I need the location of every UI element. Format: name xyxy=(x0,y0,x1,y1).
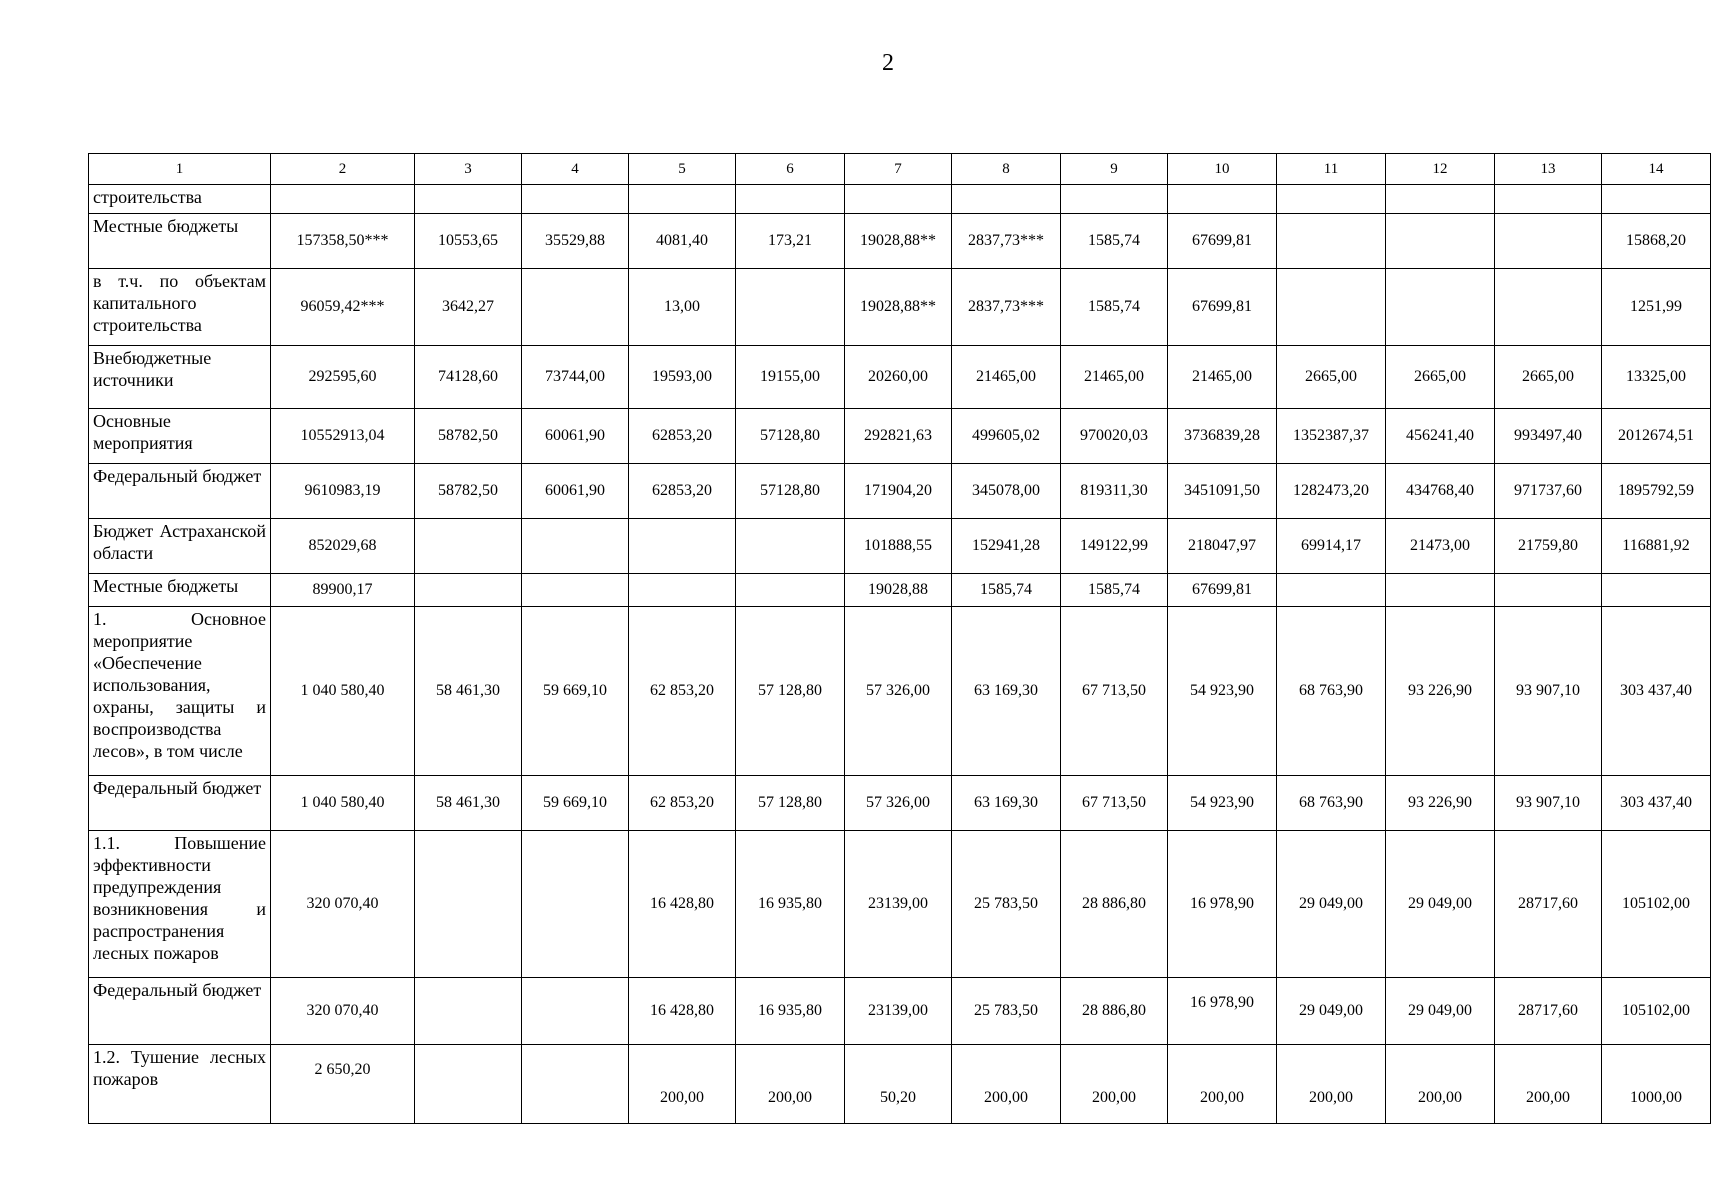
budget-table xyxy=(88,153,1711,1124)
value-cell-col-2: 89900,17 xyxy=(271,574,415,607)
row-label: 1.1. Повышение эффективности предупреждения возникновения и распространения лесных пожаров xyxy=(89,831,271,978)
row-local-budgets-2 xyxy=(89,574,1711,607)
value-cell-col-12: 2665,00 xyxy=(1386,346,1495,409)
row-measure-1 xyxy=(89,607,1711,776)
row-extrabudgetary xyxy=(89,346,1711,409)
value-cell-col-5: 13,00 xyxy=(629,269,736,346)
row-measure-1-2 xyxy=(89,1045,1711,1124)
value-cell-col-14: 116881,92 xyxy=(1602,519,1711,574)
value-cell-col-9: 1585,74 xyxy=(1061,269,1168,346)
value-cell-col-5: 19593,00 xyxy=(629,346,736,409)
value-cell-col-7: 19028,88 xyxy=(845,574,952,607)
value-cell-col-8: 2837,73*** xyxy=(952,269,1061,346)
row-label: Местные бюджеты xyxy=(89,574,271,607)
value-cell-col-3 xyxy=(415,519,522,574)
value-cell-col-11: 29 049,00 xyxy=(1277,831,1386,978)
value-cell-col-5: 62853,20 xyxy=(629,464,736,519)
value-cell-col-14: 1895792,59 xyxy=(1602,464,1711,519)
value-cell-col-4 xyxy=(522,574,629,607)
value-cell-col-6: 173,21 xyxy=(736,214,845,269)
value-cell-col-13: 200,00 xyxy=(1495,1045,1602,1124)
value-cell-col-13: 993497,40 xyxy=(1495,409,1602,464)
value-cell-col-6 xyxy=(736,185,845,214)
value-cell-col-7: 292821,63 xyxy=(845,409,952,464)
value-cell-col-11: 2665,00 xyxy=(1277,346,1386,409)
value-cell-col-9: 28 886,80 xyxy=(1061,831,1168,978)
value-cell-col-13: 21759,80 xyxy=(1495,519,1602,574)
value-cell-col-5: 62 853,20 xyxy=(629,607,736,776)
value-cell-col-4: 59 669,10 xyxy=(522,776,629,831)
value-cell-col-12: 456241,40 xyxy=(1386,409,1495,464)
value-cell-col-3 xyxy=(415,574,522,607)
value-cell-col-11: 68 763,90 xyxy=(1277,607,1386,776)
value-cell-col-10: 3736839,28 xyxy=(1168,409,1277,464)
value-cell-col-13: 2665,00 xyxy=(1495,346,1602,409)
value-cell-col-6: 16 935,80 xyxy=(736,831,845,978)
value-cell-col-7: 19028,88** xyxy=(845,214,952,269)
value-cell-col-9: 970020,03 xyxy=(1061,409,1168,464)
value-cell-col-4: 73744,00 xyxy=(522,346,629,409)
value-cell-col-6 xyxy=(736,574,845,607)
value-cell-col-6: 19155,00 xyxy=(736,346,845,409)
value-cell-col-13 xyxy=(1495,574,1602,607)
value-cell-col-2: 157358,50*** xyxy=(271,214,415,269)
value-cell-col-3 xyxy=(415,831,522,978)
value-cell-col-12: 93 226,90 xyxy=(1386,776,1495,831)
value-cell-col-9: 67 713,50 xyxy=(1061,776,1168,831)
value-cell-col-4 xyxy=(522,831,629,978)
value-cell-col-9 xyxy=(1061,185,1168,214)
value-cell-col-10: 67699,81 xyxy=(1168,574,1277,607)
value-cell-col-12: 434768,40 xyxy=(1386,464,1495,519)
value-cell-col-8: 25 783,50 xyxy=(952,978,1061,1045)
value-cell-col-7: 57 326,00 xyxy=(845,607,952,776)
row-regional-budget xyxy=(89,519,1711,574)
value-cell-col-6: 57 128,80 xyxy=(736,607,845,776)
value-cell-col-6: 57128,80 xyxy=(736,464,845,519)
header-cell-1: 1 xyxy=(89,154,271,185)
value-cell-col-10: 54 923,90 xyxy=(1168,776,1277,831)
header-cell-10: 10 xyxy=(1168,154,1277,185)
value-cell-col-7: 20260,00 xyxy=(845,346,952,409)
row-label: Местные бюджеты xyxy=(89,214,271,269)
value-cell-col-10 xyxy=(1168,185,1277,214)
value-cell-col-9: 28 886,80 xyxy=(1061,978,1168,1045)
value-cell-col-8: 63 169,30 xyxy=(952,607,1061,776)
header-row xyxy=(89,154,1711,185)
value-cell-col-3: 58 461,30 xyxy=(415,607,522,776)
header-cell-2: 2 xyxy=(271,154,415,185)
value-cell-col-13: 28717,60 xyxy=(1495,978,1602,1045)
row-main-measures xyxy=(89,409,1711,464)
value-cell-col-10: 218047,97 xyxy=(1168,519,1277,574)
value-cell-col-8: 200,00 xyxy=(952,1045,1061,1124)
value-cell-col-2: 9610983,19 xyxy=(271,464,415,519)
value-cell-col-6: 57128,80 xyxy=(736,409,845,464)
value-cell-col-12 xyxy=(1386,185,1495,214)
value-cell-col-3 xyxy=(415,978,522,1045)
value-cell-col-14: 15868,20 xyxy=(1602,214,1711,269)
value-cell-col-5 xyxy=(629,185,736,214)
value-cell-col-5: 62853,20 xyxy=(629,409,736,464)
header-cell-11: 11 xyxy=(1277,154,1386,185)
value-cell-col-3: 58 461,30 xyxy=(415,776,522,831)
value-cell-col-10: 67699,81 xyxy=(1168,269,1277,346)
value-cell-col-5 xyxy=(629,574,736,607)
value-cell-col-6 xyxy=(736,519,845,574)
value-cell-col-10: 16 978,90 xyxy=(1168,831,1277,978)
value-cell-col-8: 21465,00 xyxy=(952,346,1061,409)
value-cell-col-9: 819311,30 xyxy=(1061,464,1168,519)
header-cell-9: 9 xyxy=(1061,154,1168,185)
value-cell-col-2: 96059,42*** xyxy=(271,269,415,346)
value-cell-col-9: 149122,99 xyxy=(1061,519,1168,574)
row-construction-cont xyxy=(89,185,1711,214)
row-label: Внебюджетные источники xyxy=(89,346,271,409)
value-cell-col-4 xyxy=(522,978,629,1045)
value-cell-col-11 xyxy=(1277,185,1386,214)
row-label: Основные мероприятия xyxy=(89,409,271,464)
value-cell-col-7: 57 326,00 xyxy=(845,776,952,831)
value-cell-col-3: 58782,50 xyxy=(415,464,522,519)
value-cell-col-13 xyxy=(1495,185,1602,214)
value-cell-col-3: 3642,27 xyxy=(415,269,522,346)
value-cell-col-3 xyxy=(415,1045,522,1124)
header-cell-3: 3 xyxy=(415,154,522,185)
value-cell-col-11 xyxy=(1277,574,1386,607)
value-cell-col-10: 67699,81 xyxy=(1168,214,1277,269)
page-number: 2 xyxy=(882,50,894,76)
value-cell-col-11: 1282473,20 xyxy=(1277,464,1386,519)
value-cell-col-10: 54 923,90 xyxy=(1168,607,1277,776)
value-cell-col-7: 101888,55 xyxy=(845,519,952,574)
value-cell-col-13: 93 907,10 xyxy=(1495,607,1602,776)
value-cell-col-2: 1 040 580,40 xyxy=(271,607,415,776)
value-cell-col-8: 25 783,50 xyxy=(952,831,1061,978)
value-cell-col-8: 499605,02 xyxy=(952,409,1061,464)
value-cell-col-4: 59 669,10 xyxy=(522,607,629,776)
value-cell-col-11: 200,00 xyxy=(1277,1045,1386,1124)
row-label: Федеральный бюджет xyxy=(89,776,271,831)
value-cell-col-5 xyxy=(629,519,736,574)
value-cell-col-13: 971737,60 xyxy=(1495,464,1602,519)
row-federal-budget xyxy=(89,464,1711,519)
value-cell-col-14: 105102,00 xyxy=(1602,978,1711,1045)
value-cell-col-2: 1 040 580,40 xyxy=(271,776,415,831)
value-cell-col-9: 1585,74 xyxy=(1061,214,1168,269)
value-cell-col-2: 2 650,20 xyxy=(271,1045,415,1124)
value-cell-col-11: 68 763,90 xyxy=(1277,776,1386,831)
value-cell-col-8: 2837,73*** xyxy=(952,214,1061,269)
value-cell-col-12 xyxy=(1386,574,1495,607)
row-label: 1.2. Тушение лесных пожаров xyxy=(89,1045,271,1124)
row-federal-budget-2 xyxy=(89,776,1711,831)
row-capital-objects xyxy=(89,269,1711,346)
value-cell-col-10: 200,00 xyxy=(1168,1045,1277,1124)
value-cell-col-12: 29 049,00 xyxy=(1386,978,1495,1045)
value-cell-col-10: 3451091,50 xyxy=(1168,464,1277,519)
value-cell-col-3: 74128,60 xyxy=(415,346,522,409)
value-cell-col-5: 16 428,80 xyxy=(629,978,736,1045)
value-cell-col-5: 16 428,80 xyxy=(629,831,736,978)
value-cell-col-14 xyxy=(1602,574,1711,607)
header-cell-7: 7 xyxy=(845,154,952,185)
value-cell-col-8: 1585,74 xyxy=(952,574,1061,607)
value-cell-col-3 xyxy=(415,185,522,214)
value-cell-col-7: 19028,88** xyxy=(845,269,952,346)
value-cell-col-5: 4081,40 xyxy=(629,214,736,269)
value-cell-col-7: 171904,20 xyxy=(845,464,952,519)
value-cell-col-11: 69914,17 xyxy=(1277,519,1386,574)
value-cell-col-12: 21473,00 xyxy=(1386,519,1495,574)
value-cell-col-4: 60061,90 xyxy=(522,464,629,519)
row-label: Федеральный бюджет xyxy=(89,978,271,1045)
value-cell-col-6 xyxy=(736,269,845,346)
value-cell-col-2 xyxy=(271,185,415,214)
value-cell-col-8: 345078,00 xyxy=(952,464,1061,519)
value-cell-col-9: 21465,00 xyxy=(1061,346,1168,409)
value-cell-col-13 xyxy=(1495,269,1602,346)
header-cell-13: 13 xyxy=(1495,154,1602,185)
value-cell-col-5: 200,00 xyxy=(629,1045,736,1124)
value-cell-col-14: 1000,00 xyxy=(1602,1045,1711,1124)
value-cell-col-4: 60061,90 xyxy=(522,409,629,464)
row-federal-budget-3 xyxy=(89,978,1711,1045)
value-cell-col-13: 28717,60 xyxy=(1495,831,1602,978)
value-cell-col-14: 1251,99 xyxy=(1602,269,1711,346)
value-cell-col-11 xyxy=(1277,269,1386,346)
header-cell-8: 8 xyxy=(952,154,1061,185)
value-cell-col-14: 303 437,40 xyxy=(1602,607,1711,776)
value-cell-col-12 xyxy=(1386,269,1495,346)
value-cell-col-13: 93 907,10 xyxy=(1495,776,1602,831)
value-cell-col-12: 93 226,90 xyxy=(1386,607,1495,776)
value-cell-col-2: 10552913,04 xyxy=(271,409,415,464)
value-cell-col-12: 29 049,00 xyxy=(1386,831,1495,978)
value-cell-col-9: 67 713,50 xyxy=(1061,607,1168,776)
value-cell-col-8: 152941,28 xyxy=(952,519,1061,574)
value-cell-col-11: 29 049,00 xyxy=(1277,978,1386,1045)
value-cell-col-2: 292595,60 xyxy=(271,346,415,409)
value-cell-col-4 xyxy=(522,269,629,346)
header-cell-5: 5 xyxy=(629,154,736,185)
value-cell-col-11: 1352387,37 xyxy=(1277,409,1386,464)
row-label: Бюджет Астраханской области xyxy=(89,519,271,574)
row-label: в т.ч. по объектам капитального строительства xyxy=(89,269,271,346)
value-cell-col-8 xyxy=(952,185,1061,214)
row-measure-1-1 xyxy=(89,831,1711,978)
value-cell-col-14: 2012674,51 xyxy=(1602,409,1711,464)
header-cell-12: 12 xyxy=(1386,154,1495,185)
value-cell-col-6: 57 128,80 xyxy=(736,776,845,831)
value-cell-col-11 xyxy=(1277,214,1386,269)
value-cell-col-14: 13325,00 xyxy=(1602,346,1711,409)
value-cell-col-4 xyxy=(522,185,629,214)
value-cell-col-2: 320 070,40 xyxy=(271,831,415,978)
value-cell-col-7: 23139,00 xyxy=(845,978,952,1045)
value-cell-col-2: 852029,68 xyxy=(271,519,415,574)
value-cell-col-14 xyxy=(1602,185,1711,214)
value-cell-col-2: 320 070,40 xyxy=(271,978,415,1045)
header-cell-14: 14 xyxy=(1602,154,1711,185)
value-cell-col-9: 200,00 xyxy=(1061,1045,1168,1124)
row-local-budgets xyxy=(89,214,1711,269)
value-cell-col-14: 303 437,40 xyxy=(1602,776,1711,831)
header-cell-4: 4 xyxy=(522,154,629,185)
value-cell-col-12 xyxy=(1386,214,1495,269)
value-cell-col-4 xyxy=(522,1045,629,1124)
value-cell-col-7: 23139,00 xyxy=(845,831,952,978)
value-cell-col-9: 1585,74 xyxy=(1061,574,1168,607)
value-cell-col-14: 105102,00 xyxy=(1602,831,1711,978)
value-cell-col-5: 62 853,20 xyxy=(629,776,736,831)
row-label: Федеральный бюджет xyxy=(89,464,271,519)
value-cell-col-4 xyxy=(522,519,629,574)
header-cell-6: 6 xyxy=(736,154,845,185)
value-cell-col-10: 21465,00 xyxy=(1168,346,1277,409)
value-cell-col-8: 63 169,30 xyxy=(952,776,1061,831)
row-label: 1. Основное мероприятие «Обеспечение использования, охраны, защиты и воспроизводства лесов», в том числе xyxy=(89,607,271,776)
value-cell-col-6: 16 935,80 xyxy=(736,978,845,1045)
row-label: строительства xyxy=(89,185,271,214)
value-cell-col-4: 35529,88 xyxy=(522,214,629,269)
value-cell-col-7 xyxy=(845,185,952,214)
value-cell-col-6: 200,00 xyxy=(736,1045,845,1124)
value-cell-col-12: 200,00 xyxy=(1386,1045,1495,1124)
value-cell-col-7: 50,20 xyxy=(845,1045,952,1124)
value-cell-col-3: 10553,65 xyxy=(415,214,522,269)
budget-table-container xyxy=(88,153,1706,1124)
value-cell-col-3: 58782,50 xyxy=(415,409,522,464)
value-cell-col-13 xyxy=(1495,214,1602,269)
value-cell-col-10: 16 978,90 xyxy=(1168,978,1277,1045)
